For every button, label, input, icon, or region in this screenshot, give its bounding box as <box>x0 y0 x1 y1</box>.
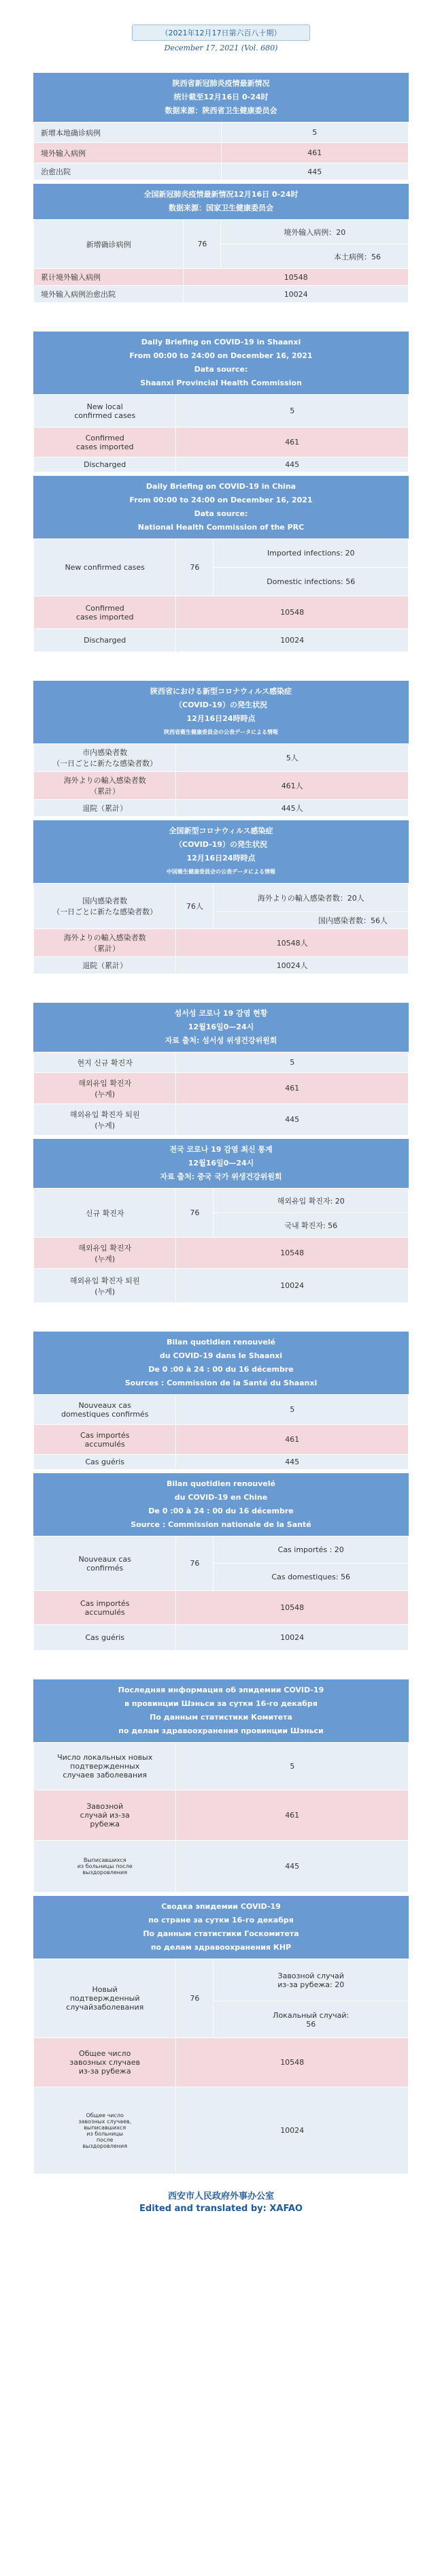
table-row: Завозной случай из-за рубежа 461 <box>34 1790 409 1841</box>
table-row: 해외유입 확진자 퇴원 (누계) 445 <box>34 1104 409 1136</box>
fr-china-title: Bilan quotidien renouvelé du COVID-19 en Chine De 0 :00 à 24 : 00 du 16 décembre Source : Commission nationale de la Santé <box>33 1473 409 1536</box>
table-row: New local confirmed cases 5 <box>34 395 409 428</box>
ja-shaanxi-table <box>33 743 409 817</box>
table-row: Cas guéris 10024 <box>34 1625 409 1651</box>
ru-shaanxi-card <box>33 1679 409 1893</box>
table-row: Discharged 10024 <box>34 629 409 652</box>
table-row: New confirmed cases 76 Imported infections: 20 <box>34 539 409 568</box>
zh-shaanxi-card <box>33 73 409 180</box>
table-row: Cas importés accumulés 10548 <box>34 1591 409 1625</box>
table-row: 退院（累計） 10024人 <box>34 957 409 974</box>
ja-shaanxi-card <box>33 681 409 817</box>
ru-shaanxi-table <box>33 1742 409 1893</box>
ko-shaanxi-card <box>33 1003 409 1136</box>
fr-china-card <box>33 1473 409 1651</box>
table-row: Discharged 445 <box>34 457 409 472</box>
ru-china-card <box>33 1896 409 2174</box>
zh-china-card <box>33 184 409 303</box>
zh-shaanxi-title: 陕西省新冠肺炎疫情最新情况 统计截至12月16日 0-24时 数据来源：陕西省卫生健康委员会 <box>33 73 409 122</box>
ko-china-table <box>33 1188 409 1303</box>
ko-shaanxi-title: 섬서성 코로나 19 감염 현황 12월16일0—24시 자료 출처: 섬서성 위생건강위원회 <box>33 1003 409 1052</box>
zh-shaanxi-table <box>33 122 409 180</box>
table-row: Число локальных новых подтвержденных случаев заболевания 5 <box>34 1743 409 1790</box>
table-row: Confirmed cases imported 461 <box>34 428 409 457</box>
table-row: Confirmed cases imported 10548 <box>34 596 409 629</box>
en-china-card <box>33 476 409 652</box>
page <box>0 25 442 2215</box>
table-row: 신규 확진자 76 해외유입 확진자: 20 <box>34 1189 409 1213</box>
footer-org: 西安市人民政府外事办公室 <box>167 2191 274 2202</box>
table-row: Cas domestiques: 56 <box>34 1564 409 1591</box>
en-shaanxi-table <box>33 394 409 472</box>
fr-shaanxi-card <box>33 1332 409 1470</box>
table-row: 国内感染者数 （一日ごとに新たな感染者数） 76人 海外よりの輸入感染者数：20人 <box>34 884 409 912</box>
ja-china-title: 全国新型コロナウィルス感染症 （COVID-19）の発生状況 12月16日24時時点 中国衛生健康委員会の公表データによる情報 <box>33 820 409 883</box>
ja-china-card <box>33 820 409 974</box>
table-row: 해외유입 확진자 (누계) 10548 <box>34 1238 409 1269</box>
en-shaanxi-title: Daily Briefing on COVID-19 in Shaanxi From 00:00 to 24:00 on December 16, 2021 Data source: Shaanxi Provincial Health Commission <box>33 332 409 394</box>
ko-china-title: 전국 코로나 19 감염 최신 통계 12월16일0—24시 자료 출처: 중국 국가 위생건강위원회 <box>33 1139 409 1188</box>
table-row: 新增确诊病例 76 境外输入病例：20 <box>34 220 409 244</box>
ja-shaanxi-title: 陝西省における新型コロナウィルス感染症 （COVID-19）の発生状況 12月16日24時時点 陝西省衛生健康委員会の公表データによる情報 <box>33 681 409 743</box>
en-shaanxi-card <box>33 332 409 472</box>
ko-shaanxi-table <box>33 1052 409 1136</box>
fr-shaanxi-title: Bilan quotidien renouvelé du COVID-19 dans le Shaanxi De 0 :00 à 24 : 00 du 16 décembre Sources : Commission de la Santé du Shaanxi <box>33 1332 409 1394</box>
zh-china-table <box>33 219 409 303</box>
table-row: Domestic infections: 56 <box>34 568 409 596</box>
ru-china-title: Сводка эпидемии COVID-19 по стране за сутки 16-го декабря По данным статистики Госкомитета по делам здравоохранения КНР <box>33 1896 409 1959</box>
fr-china-table <box>33 1536 409 1651</box>
table-row: 本土病例：56 <box>34 244 409 269</box>
footer <box>0 2191 442 2215</box>
fr-shaanxi-table <box>33 1394 409 1470</box>
ko-china-card <box>33 1139 409 1303</box>
issue-banner: （2021年12月17日第六百八十期） <box>132 25 310 41</box>
table-row: Cas importés accumulés 461 <box>34 1425 409 1455</box>
table-row: 海外よりの輸入感染者数 （累計） 10548人 <box>34 929 409 957</box>
ja-china-table <box>33 883 409 974</box>
table-row: Новый подтвержденный случайзаболевания 76 Завозной случай из-за рубежа: 20 <box>34 1959 409 2001</box>
table-row: Nouveaux cas confirmés 76 Cas importés : 20 <box>34 1536 409 1564</box>
table-row: 市内感染者数 （一日ごとに新たな感染者数） 5人 <box>34 744 409 772</box>
table-row: 해외유입 확진자 퇴원 (누계) 10024 <box>34 1269 409 1303</box>
table-row: Cas guéris 445 <box>34 1455 409 1470</box>
table-row: 해외유입 확진자 (누계) 461 <box>34 1073 409 1104</box>
table-row: 退院（累計） 445人 <box>34 800 409 817</box>
en-china-table <box>33 538 409 652</box>
table-row: 累计境外输入病例 10548 <box>34 269 409 286</box>
ru-china-table <box>33 1959 409 2174</box>
ru-shaanxi-title: Последняя информация об эпидемии COVID-19 в провинции Шэньси за сутки 16-го декабря По данным статистики Комитета по делам здравоохранения провинции Шэньси <box>33 1679 409 1742</box>
table-row: Общее число завозных случаев из-за рубежа 10548 <box>34 2038 409 2087</box>
table-row: Выписавшихся из больницы после выздоровления 445 <box>34 1841 409 1893</box>
zh-china-title: 全国新冠肺炎疫情最新情况12月16日 0-24时 数据来源：国家卫生健康委员会 <box>33 184 409 219</box>
table-row: 현지 신규 확진자 5 <box>34 1052 409 1073</box>
footer-credit: Edited and translated by: XAFAO <box>139 2204 303 2214</box>
en-china-title: Daily Briefing on COVID-19 in China From 00:00 to 24:00 on December 16, 2021 Data source: National Health Commission of the PRC <box>33 476 409 538</box>
table-row: 境外输入病例治愈出院 10024 <box>34 286 409 303</box>
table-row: 境外输入病例 461 <box>34 143 409 163</box>
table-row: 国内感染者数：56人 <box>34 912 409 929</box>
table-row: 新增本地确诊病例 5 <box>34 123 409 143</box>
table-row: Nouveaux cas domestiques confirmés 5 <box>34 1395 409 1425</box>
table-row: Локальный случай: 56 <box>34 2001 409 2038</box>
issue-date-en: December 17, 2021 (Vol. 680) <box>164 44 278 52</box>
table-row: 국내 확진자: 56 <box>34 1213 409 1238</box>
table-row: 海外よりの輸入感染者数 （累計） 461人 <box>34 772 409 800</box>
table-row: 治愈出院 445 <box>34 163 409 180</box>
table-row: Общее число завозных случаев, выписавшихся из больницы после выздоровления 10024 <box>34 2087 409 2174</box>
